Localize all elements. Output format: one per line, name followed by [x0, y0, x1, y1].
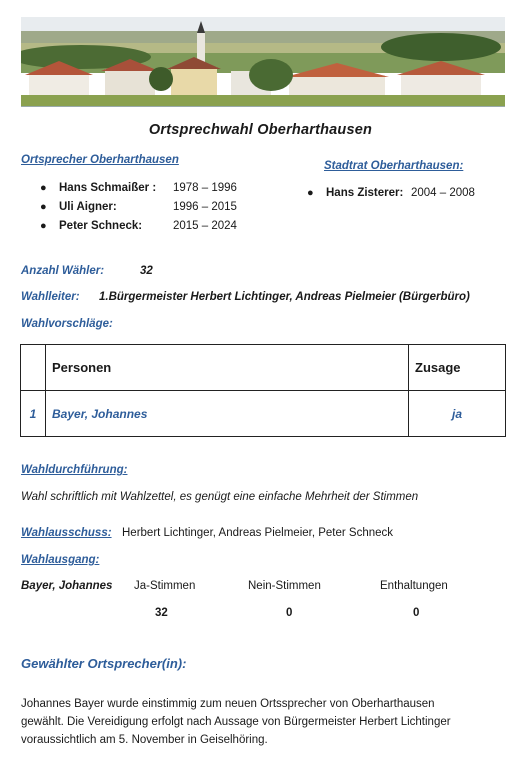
bullet-icon: ●	[40, 201, 47, 213]
ja-stimmen-value: 32	[155, 607, 168, 619]
row-person: Bayer, Johannes	[46, 391, 409, 437]
anzahl-value: 32	[140, 265, 153, 277]
header-cell: Personen	[46, 345, 409, 391]
nein-stimmen-value: 0	[286, 607, 293, 619]
person-years: 2015 – 2024	[173, 220, 237, 232]
wahlausschuss-label: Wahlausschuss:	[21, 527, 112, 539]
ortsprecher-heading: Ortsprecher Oberharthausen	[21, 154, 179, 166]
wahlleiter-label: Wahlleiter:	[21, 291, 80, 303]
row-zusage: ja	[409, 391, 506, 437]
wahlvorschlaege-table	[20, 344, 506, 437]
table-row	[21, 391, 506, 437]
wahlausgang-candidate: Bayer, Johannes	[21, 580, 113, 592]
enthaltungen-value: 0	[413, 607, 420, 619]
gewaehlter-text-line2: gewählt. Die Vereidigung erfolgt nach Aussage von Bürgermeister Herbert Lichtinger	[21, 716, 451, 728]
row-number: 1	[21, 391, 46, 437]
bullet-icon: ●	[307, 187, 314, 199]
bullet-icon: ●	[40, 182, 47, 194]
person-name: Hans Zisterer:	[326, 187, 404, 199]
nein-stimmen-header: Nein-Stimmen	[248, 580, 321, 592]
bullet-icon: ●	[40, 220, 47, 232]
person-name: Hans Schmaißer :	[59, 182, 157, 194]
table-header-row	[21, 345, 506, 391]
person-name: Uli Aigner:	[59, 201, 117, 213]
header-cell	[21, 345, 46, 391]
village-photo	[21, 17, 505, 107]
gewaehlter-text-line1: Johannes Bayer wurde einstimmig zum neuen Ortssprecher von Oberharthausen	[21, 698, 435, 710]
stadtrat-heading: Stadtrat Oberharthausen:	[324, 160, 464, 172]
enthaltungen-header: Enthaltungen	[380, 580, 448, 592]
ja-stimmen-header: Ja-Stimmen	[134, 580, 196, 592]
wahlausgang-label: Wahlausgang:	[21, 554, 100, 566]
header-cell: Zusage	[409, 345, 506, 391]
person-years: 1978 – 1996	[173, 182, 237, 194]
anzahl-label: Anzahl Wähler:	[21, 265, 105, 277]
wahldurchfuehrung-label: Wahldurchführung:	[21, 464, 128, 476]
gewaehlter-text-line3: voraussichtlich am 5. November in Geiselhöring.	[21, 734, 268, 746]
wahlleiter-value: 1.Bürgermeister Herbert Lichtinger, Andreas Pielmeier (Bürgerbüro)	[99, 291, 470, 303]
gewaehlter-heading: Gewählter Ortsprecher(in):	[21, 656, 187, 671]
wahldurchfuehrung-text: Wahl schriftlich mit Wahlzettel, es genügt eine einfache Mehrheit der Stimmen	[21, 491, 419, 503]
person-years: 1996 – 2015	[173, 201, 237, 213]
person-name: Peter Schneck:	[59, 220, 143, 232]
page-title: Ortsprechwahl Oberharthausen	[148, 122, 373, 138]
wahlvorschlaege-label: Wahlvorschläge:	[21, 318, 113, 330]
person-years: 2004 – 2008	[411, 187, 475, 199]
wahlausschuss-value: Herbert Lichtinger, Andreas Pielmeier, Peter Schneck	[122, 527, 394, 539]
